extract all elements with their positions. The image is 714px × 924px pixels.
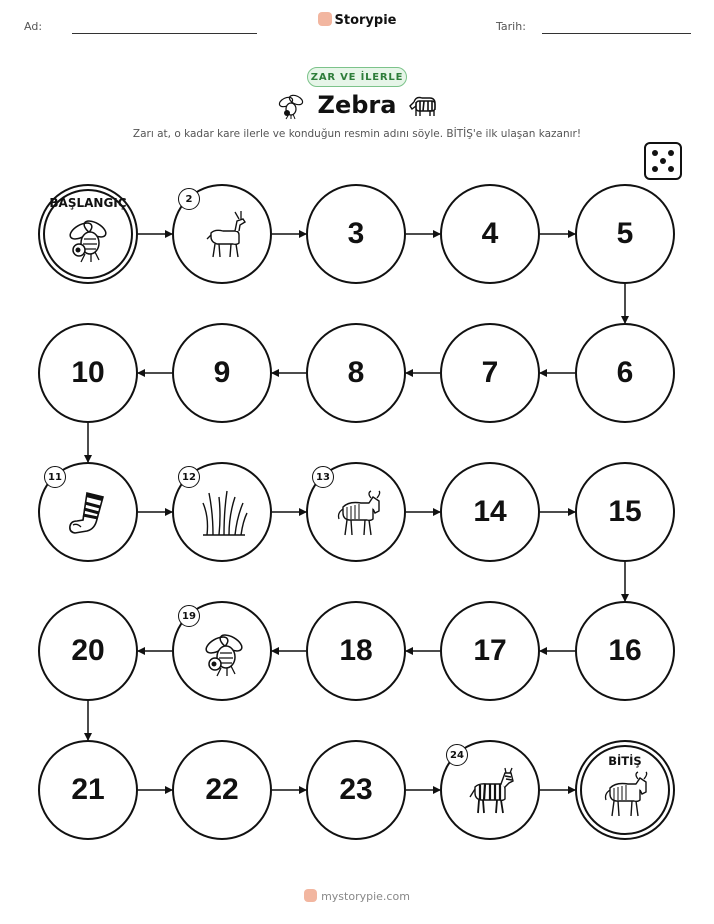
fly-icon xyxy=(63,214,113,272)
board-space-21[interactable] xyxy=(38,740,138,840)
footer-logo-icon xyxy=(304,889,317,902)
space-number-badge: 11 xyxy=(44,466,66,488)
space-number-badge: 24 xyxy=(446,744,468,766)
space-number: 18 xyxy=(339,634,373,667)
board-space-4[interactable] xyxy=(440,184,540,284)
start-space[interactable] xyxy=(38,184,138,284)
space-number: 7 xyxy=(481,356,499,389)
board-space-20[interactable] xyxy=(38,601,138,701)
space-number: 14 xyxy=(473,495,507,528)
space-number: 3 xyxy=(347,217,365,250)
board-space-22[interactable] xyxy=(172,740,272,840)
brand-name: Storypie xyxy=(334,13,397,28)
fly-icon xyxy=(199,628,249,686)
wildebeest-icon xyxy=(600,770,650,828)
start-label: BAŞLANGIÇ xyxy=(49,196,127,210)
instructions: Zarı at, o kadar kare ilerle ve konduğun resmin adını söyle. BİTİŞ'e ilk ulaşan kazanır! xyxy=(132,128,582,140)
space-number-badge: 12 xyxy=(178,466,200,488)
board-space-16[interactable] xyxy=(575,601,675,701)
space-number: 20 xyxy=(71,634,105,667)
board-space-8[interactable] xyxy=(306,323,406,423)
footer-url: mystorypie.com xyxy=(321,890,410,903)
board-space-10[interactable] xyxy=(38,323,138,423)
activity-badge: ZAR VE İLERLE xyxy=(307,67,407,87)
space-number-badge: 13 xyxy=(312,466,334,488)
wildebeest-icon xyxy=(333,489,383,547)
date-label: Tarih: xyxy=(496,20,526,33)
space-number: 6 xyxy=(616,356,634,389)
space-number: 5 xyxy=(616,217,634,250)
footer xyxy=(0,889,714,903)
board-space-5[interactable] xyxy=(575,184,675,284)
space-number: 17 xyxy=(473,634,507,667)
space-number: 22 xyxy=(205,773,239,806)
space-number: 21 xyxy=(71,773,105,806)
space-number: 10 xyxy=(71,356,105,389)
name-label: Ad: xyxy=(24,20,43,33)
board-space-23[interactable] xyxy=(306,740,406,840)
zebra-icon xyxy=(467,767,517,825)
board-space-7[interactable] xyxy=(440,323,540,423)
board-space-18[interactable] xyxy=(306,601,406,701)
space-number: 16 xyxy=(608,634,642,667)
gazelle-icon xyxy=(199,211,249,269)
board-space-15[interactable] xyxy=(575,462,675,562)
board-space-9[interactable] xyxy=(172,323,272,423)
board-space-6[interactable] xyxy=(575,323,675,423)
finish-label: BİTİŞ xyxy=(608,754,642,768)
space-number: 4 xyxy=(481,217,499,250)
space-number-badge: 2 xyxy=(178,188,200,210)
grass-icon xyxy=(199,489,249,547)
zebra-sock-icon xyxy=(65,489,115,547)
space-number-badge: 19 xyxy=(178,605,200,627)
page-title: Zebra xyxy=(317,91,397,119)
space-number: 23 xyxy=(339,773,373,806)
space-number: 15 xyxy=(608,495,642,528)
space-number: 8 xyxy=(347,356,365,389)
finish-space[interactable] xyxy=(575,740,675,840)
board-space-3[interactable] xyxy=(306,184,406,284)
board-space-17[interactable] xyxy=(440,601,540,701)
board-space-14[interactable] xyxy=(440,462,540,562)
space-number: 9 xyxy=(213,356,231,389)
